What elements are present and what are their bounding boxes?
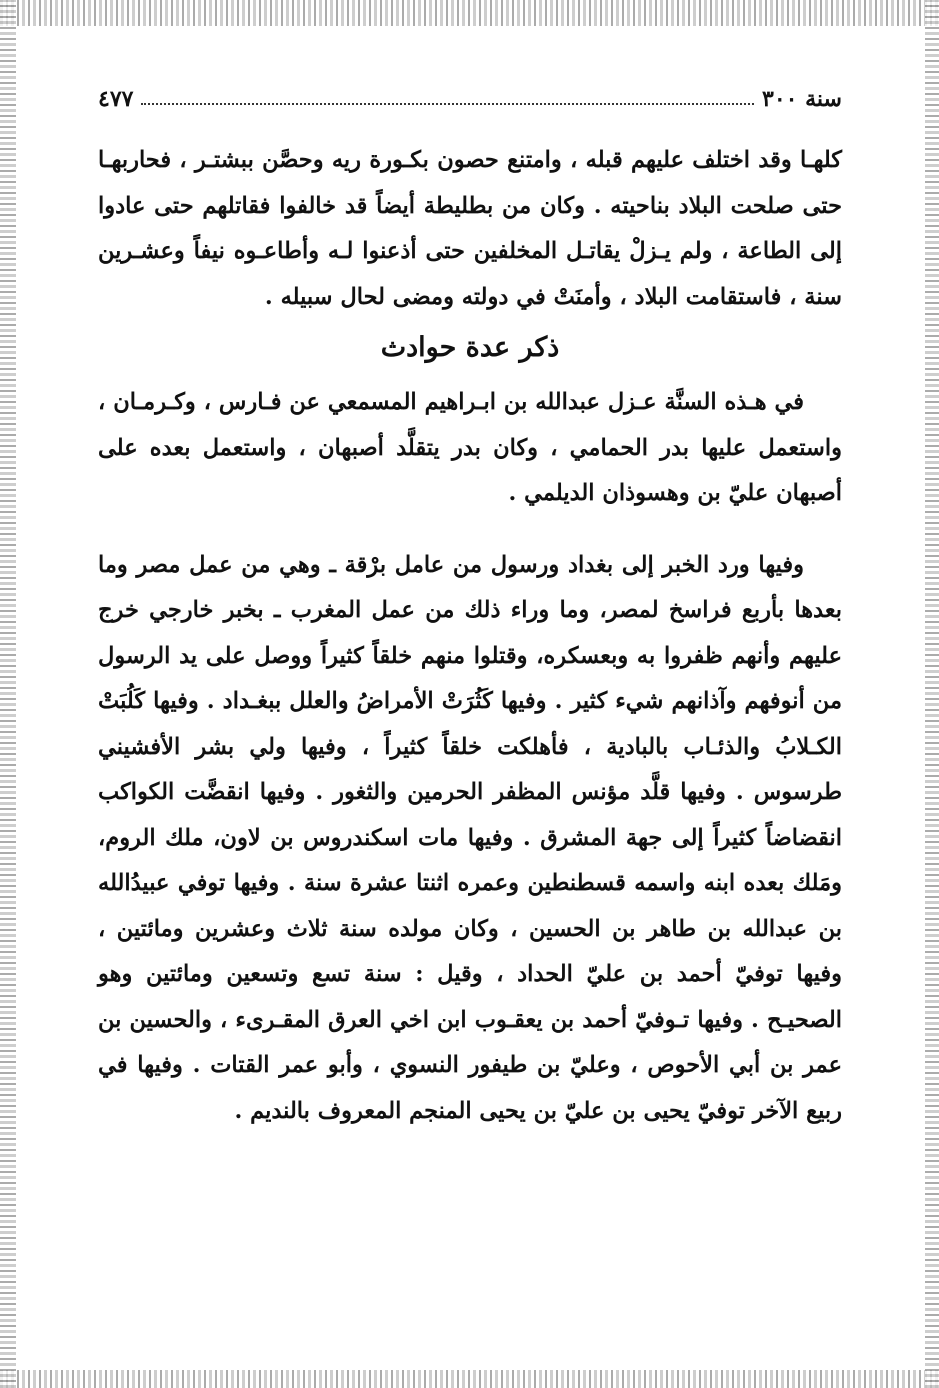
decorative-border-right bbox=[925, 0, 939, 1388]
page-body bbox=[98, 138, 842, 1134]
decorative-border-left bbox=[0, 0, 16, 1388]
decorative-border-top bbox=[0, 0, 939, 26]
decorative-border-bottom bbox=[0, 1370, 939, 1388]
paragraph-events-intro: في هـذه السنَّة عـزل عبدالله بن ابـراهيم المسمعي عن فـارس ، وكـرمـان ، واستعمل عليها بدر الحمامي ، وكان بدر يتقلَّد أصبهان ، واستعمل بعده على أصبهان عليّ بن وهسوذان الديلمي . bbox=[98, 389, 842, 506]
dotted-leader bbox=[141, 103, 754, 105]
running-head bbox=[98, 84, 842, 114]
paragraph-continuation: كلهـا وقد اختلف عليهم قبله ، وامتنع حصون بكـورة ريه وحصَّن ببشتـر ، فحاربهـا حتى صلحت البلاد بناحيته . وكان من بطليطة أيضاً قد خالفوا فقاتلهم حتى عادوا إلى الطاعة ، ولم يـزلْ يقاتـل المخلفين حتى أذعنوا لـه وأطاعـوه نيفاً وعشـرين سنة ، فاستقامت البلاد ، وأمنَتْ في دولته ومضى لحال سبيله . bbox=[98, 147, 842, 310]
paragraph-events-list: وفيها ورد الخبر إلى بغداد ورسول من عامل برْقة ـ وهي من عمل مصر وما بعدها بأربع فراسخ لمصر، وما وراء ذلك من عمل المغرب ـ بخبر خارجي خرج عليهم وأنهم ظفروا به وبعسكره، وقتلوا منهم خلقاً كثيراً ووصل على يد الرسول من أنوفهم وآذانهم شيء كثير . وفيها كَثُرَتْ الأمراضُ والعلل ببغـداد . وفيها كَلُبَتْ الكـلابُ والذئـاب بالبادية ، فأهلكت خلقاً كثيراً ، وفيها ولي بشر الأفشيني طرسوس . وفيها قلَّد مؤنس المظفر الحرمين والثغور . وفيها انقضَّت الكواكب انقضاضاً كثيراً إلى جهة المشرق . وفيها مات اسكندروس بن لاون، ملك الروم، ومَلك بعده ابنه واسمه قسطنطين وعمره اثنتا عشرة سنة . وفيها توفي عبيدُالله بن عبدالله بن طاهر بن الحسين ، وكان مولده سنة ثلاث وعشرين ومائتين ، وفيها توفيّ أحمد بن عليّ الحداد ، وقيل : سنة تسع وتسعين ومائتين وهو الصحيـح . وفيها تـوفيّ أحمد بن يعقـوب ابن اخي العرق المقـرىء ، والحسين بن عمر بن أبي الأحوص ، وعليّ بن طيفور النسوي ، وأبو عمر القتات . وفيها في ربيع الآخر توفيّ يحيى بن عليّ بن يحيى المنجم المعروف بالنديم . bbox=[98, 551, 842, 1124]
section-heading: ذكر عدة حوادث bbox=[380, 332, 560, 363]
year-label: سنة ٣٠٠ bbox=[762, 86, 842, 112]
page-number: ٤٧٧ bbox=[98, 86, 134, 112]
